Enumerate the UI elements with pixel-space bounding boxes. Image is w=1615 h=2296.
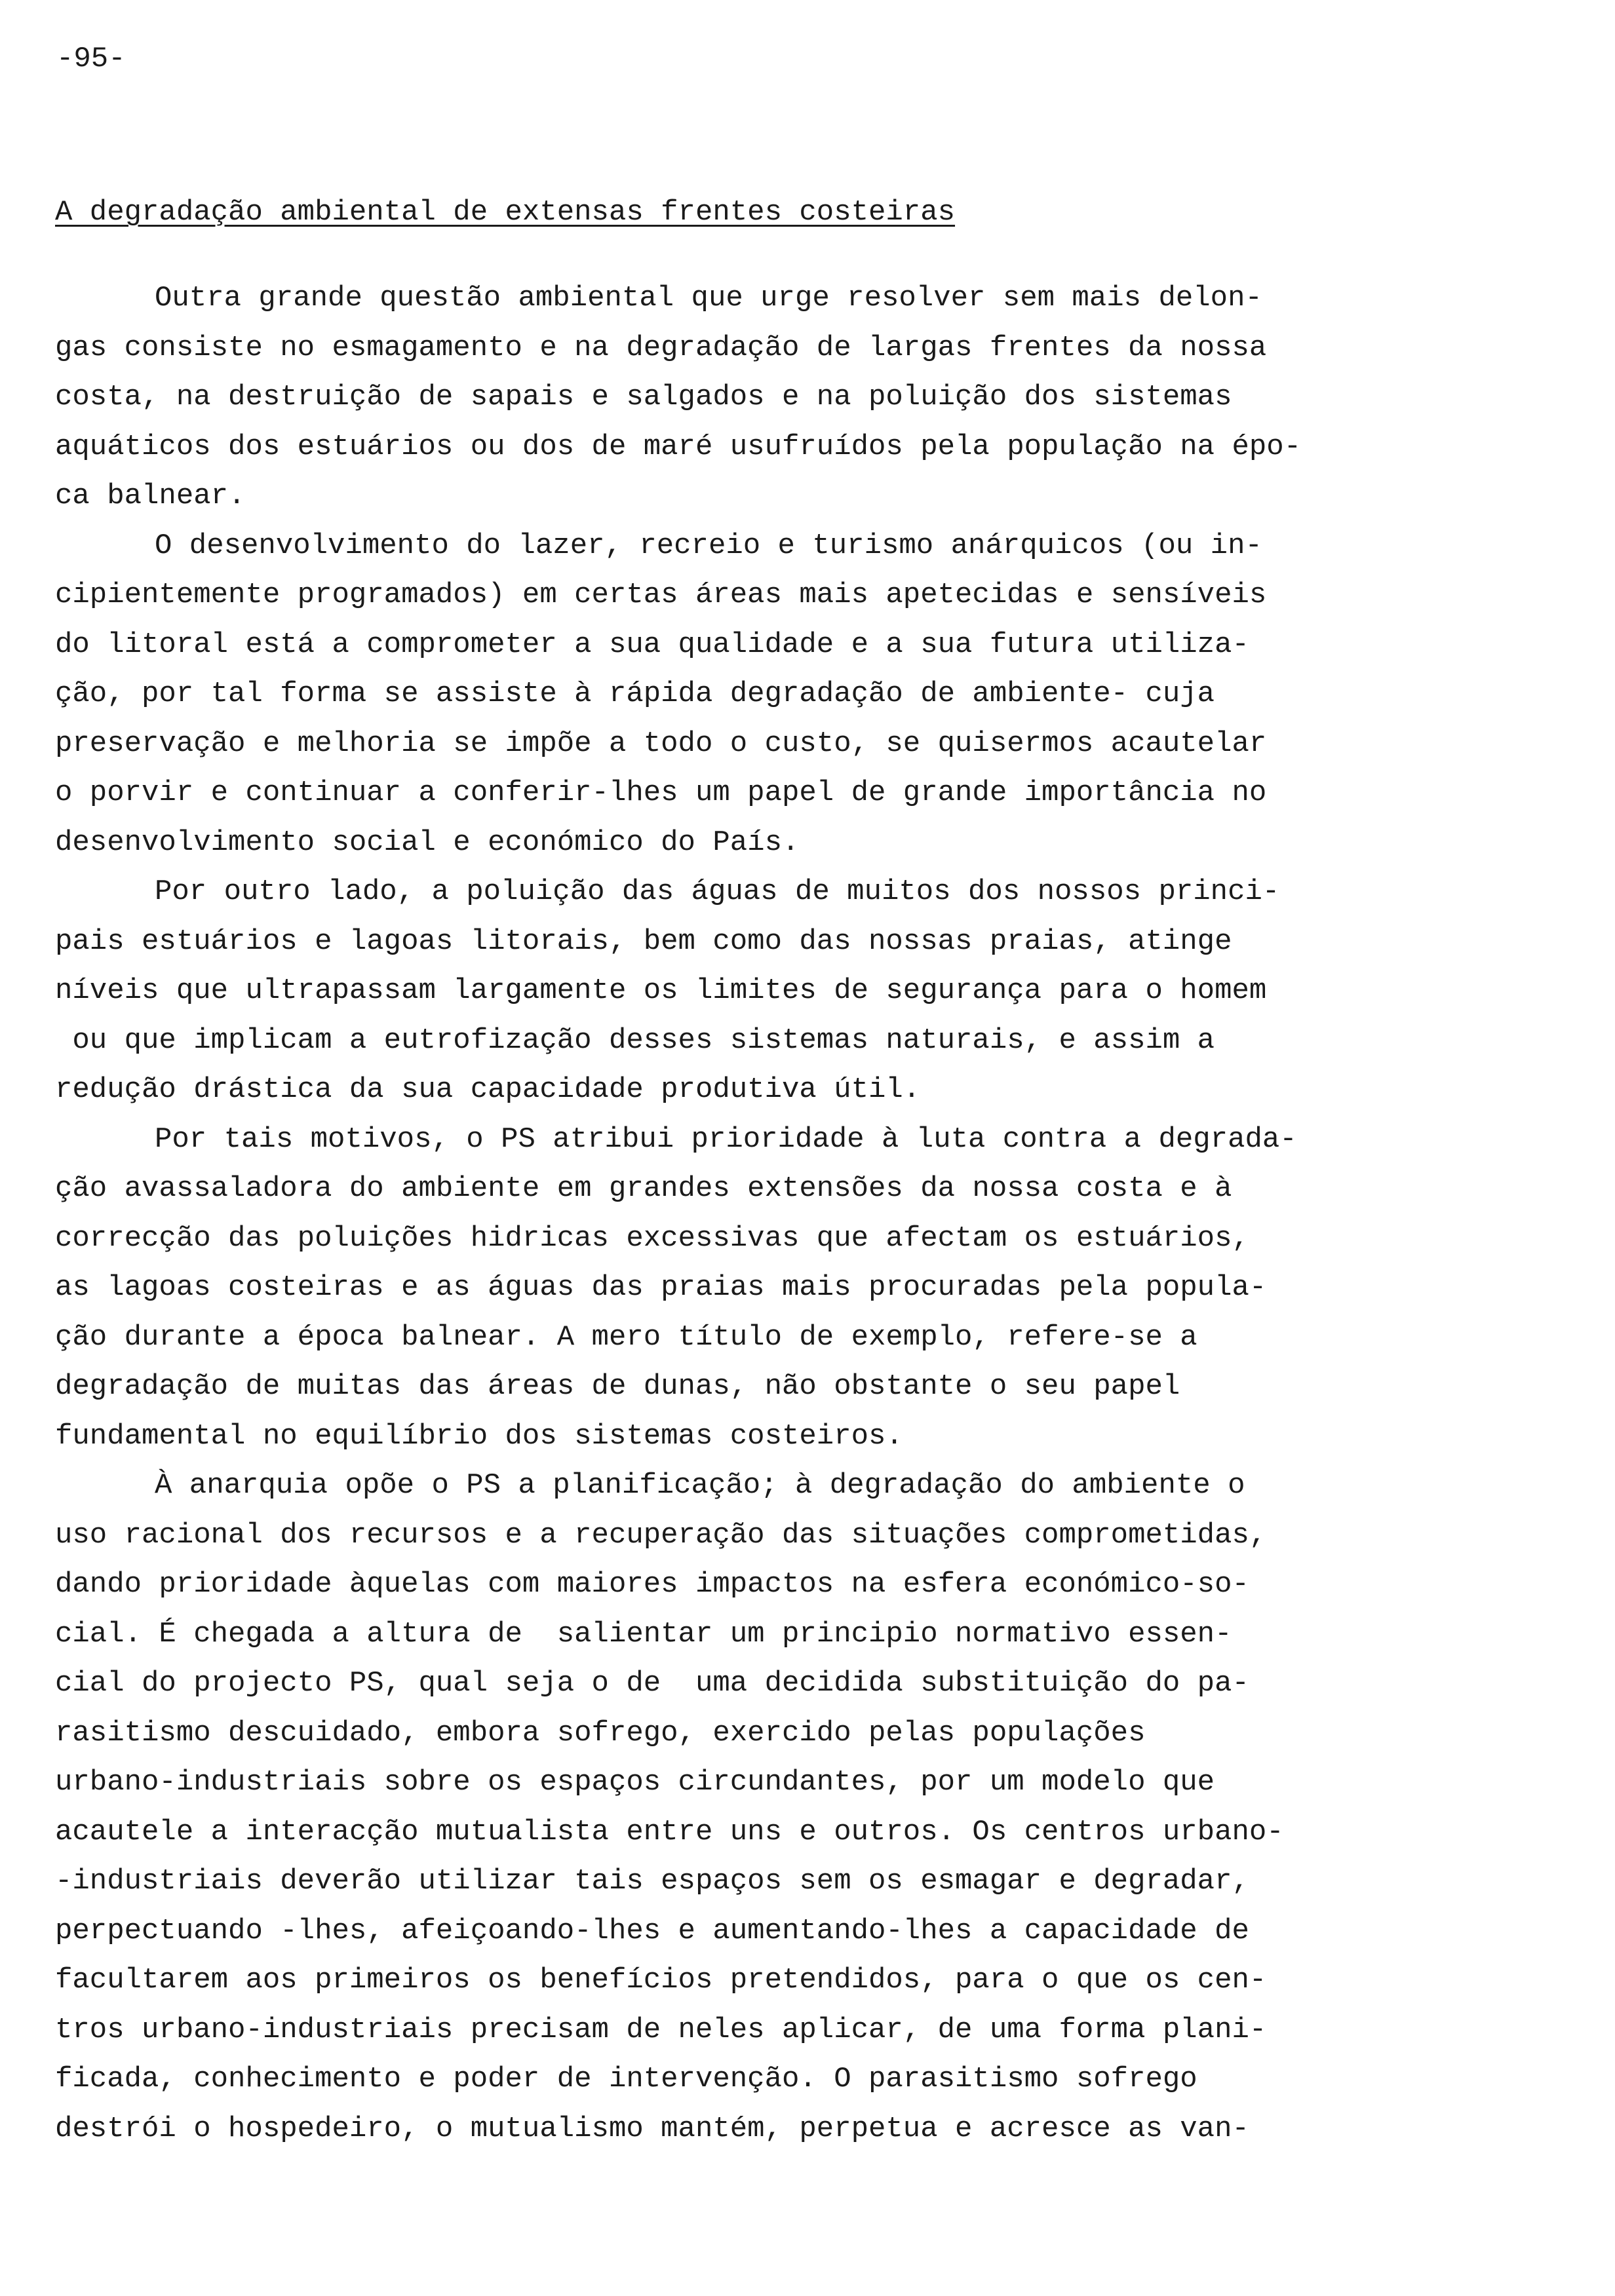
text-line: urbano-industriais sobre os espaços circundantes, por um modelo que (55, 1766, 1215, 1799)
text-line: cial do projecto PS, qual seja o de uma decidida substituição do pa- (55, 1667, 1249, 1700)
text-line: cipientemente programados) em certas áreas mais apetecidas e sensíveis (55, 579, 1267, 611)
text-line: acautele a interacção mutualista entre uns e outros. Os centros urbano- (55, 1815, 1284, 1848)
text-line: ou que implicam a eutrofização desses sistemas naturais, e assim a (55, 1024, 1215, 1057)
text-line: ção, por tal forma se assiste à rápida degradação de ambiente- cuja (55, 678, 1215, 710)
text-line: ca balnear. (55, 480, 246, 512)
text-line: O desenvolvimento do lazer, recreio e turismo anárquicos (ou in- (155, 529, 1262, 562)
text-line: aquáticos dos estuários ou dos de maré usufruídos pela população na épo- (55, 430, 1302, 463)
text-line: tros urbano-industriais precisam de neles aplicar, de uma forma plani- (55, 2013, 1267, 2046)
text-line: as lagoas costeiras e as águas das praias mais procuradas pela popula- (55, 1271, 1267, 1304)
text-line: facultarem aos primeiros os benefícios pretendidos, para o que os cen- (55, 1964, 1267, 1997)
text-line: ção durante a época balnear. A mero título de exemplo, refere-se a (55, 1320, 1197, 1354)
text-line: À anarquia opõe o PS a planificação; à degradação do ambiente o (155, 1469, 1245, 1502)
text-line: degradação de muitas das áreas de dunas, não obstante o seu papel (55, 1370, 1180, 1403)
text-line: fundamental no equilíbrio dos sistemas costeiros. (55, 1419, 903, 1453)
text-line: perpectuando -lhes, afeiçoando-lhes e aumentando-lhes a capacidade de (55, 1914, 1249, 1947)
text-line: Outra grande questão ambiental que urge resolver sem mais delon- (155, 282, 1262, 315)
text-line: Por tais motivos, o PS atribui prioridade à luta contra a degrada- (155, 1122, 1297, 1156)
text-line: uso racional dos recursos e a recuperação das situações comprometidas, (55, 1518, 1267, 1552)
text-line: gas consiste no esmagamento e na degradação de largas frentes da nossa (55, 331, 1267, 364)
page-number: -95- (56, 43, 126, 75)
text-line: rasitismo descuidado, embora sofrego, exercido pelas populações (55, 1716, 1146, 1750)
text-line: cial. É chegada a altura de salientar um principio normativo essen- (55, 1617, 1232, 1651)
text-line: -industriais deverão utilizar tais espaços sem os esmagar e degradar, (55, 1865, 1249, 1898)
text-line: correcção das poluições hidricas excessivas que afectam os estuários, (55, 1221, 1249, 1255)
text-line: destrói o hospedeiro, o mutualismo mantém, perpetua e acresce as van- (55, 2112, 1249, 2145)
text-line: dando prioridade àquelas com maiores impactos na esfera económico-so- (55, 1568, 1249, 1601)
text-line: costa, na destruição de sapais e salgados e na poluição dos sistemas (55, 381, 1232, 413)
text-line: redução drástica da sua capacidade produtiva útil. (55, 1073, 921, 1106)
text-line: preservação e melhoria se impõe a todo o custo, se quisermos acautelar (55, 727, 1267, 760)
section-heading: A degradação ambiental de extensas frentes costeiras (55, 196, 956, 229)
text-line: o porvir e continuar a conferir-lhes um papel de grande importância no (55, 776, 1267, 809)
text-line: níveis que ultrapassam largamente os limites de segurança para o homem (55, 974, 1267, 1007)
text-line: desenvolvimento social e económico do País. (55, 826, 800, 859)
text-line: do litoral está a comprometer a sua qualidade e a sua futura utiliza- (55, 628, 1249, 661)
text-line: Por outro lado, a poluição das águas de muitos dos nossos princi- (155, 875, 1280, 908)
text-line: ficada, conhecimento e poder de intervenção. O parasitismo sofrego (55, 2063, 1197, 2095)
body-text (55, 274, 1563, 2154)
text-line: ção avassaladora do ambiente em grandes extensões da nossa costa e à (55, 1172, 1232, 1205)
text-line: pais estuários e lagoas litorais, bem como das nossas praias, atinge (55, 925, 1232, 958)
